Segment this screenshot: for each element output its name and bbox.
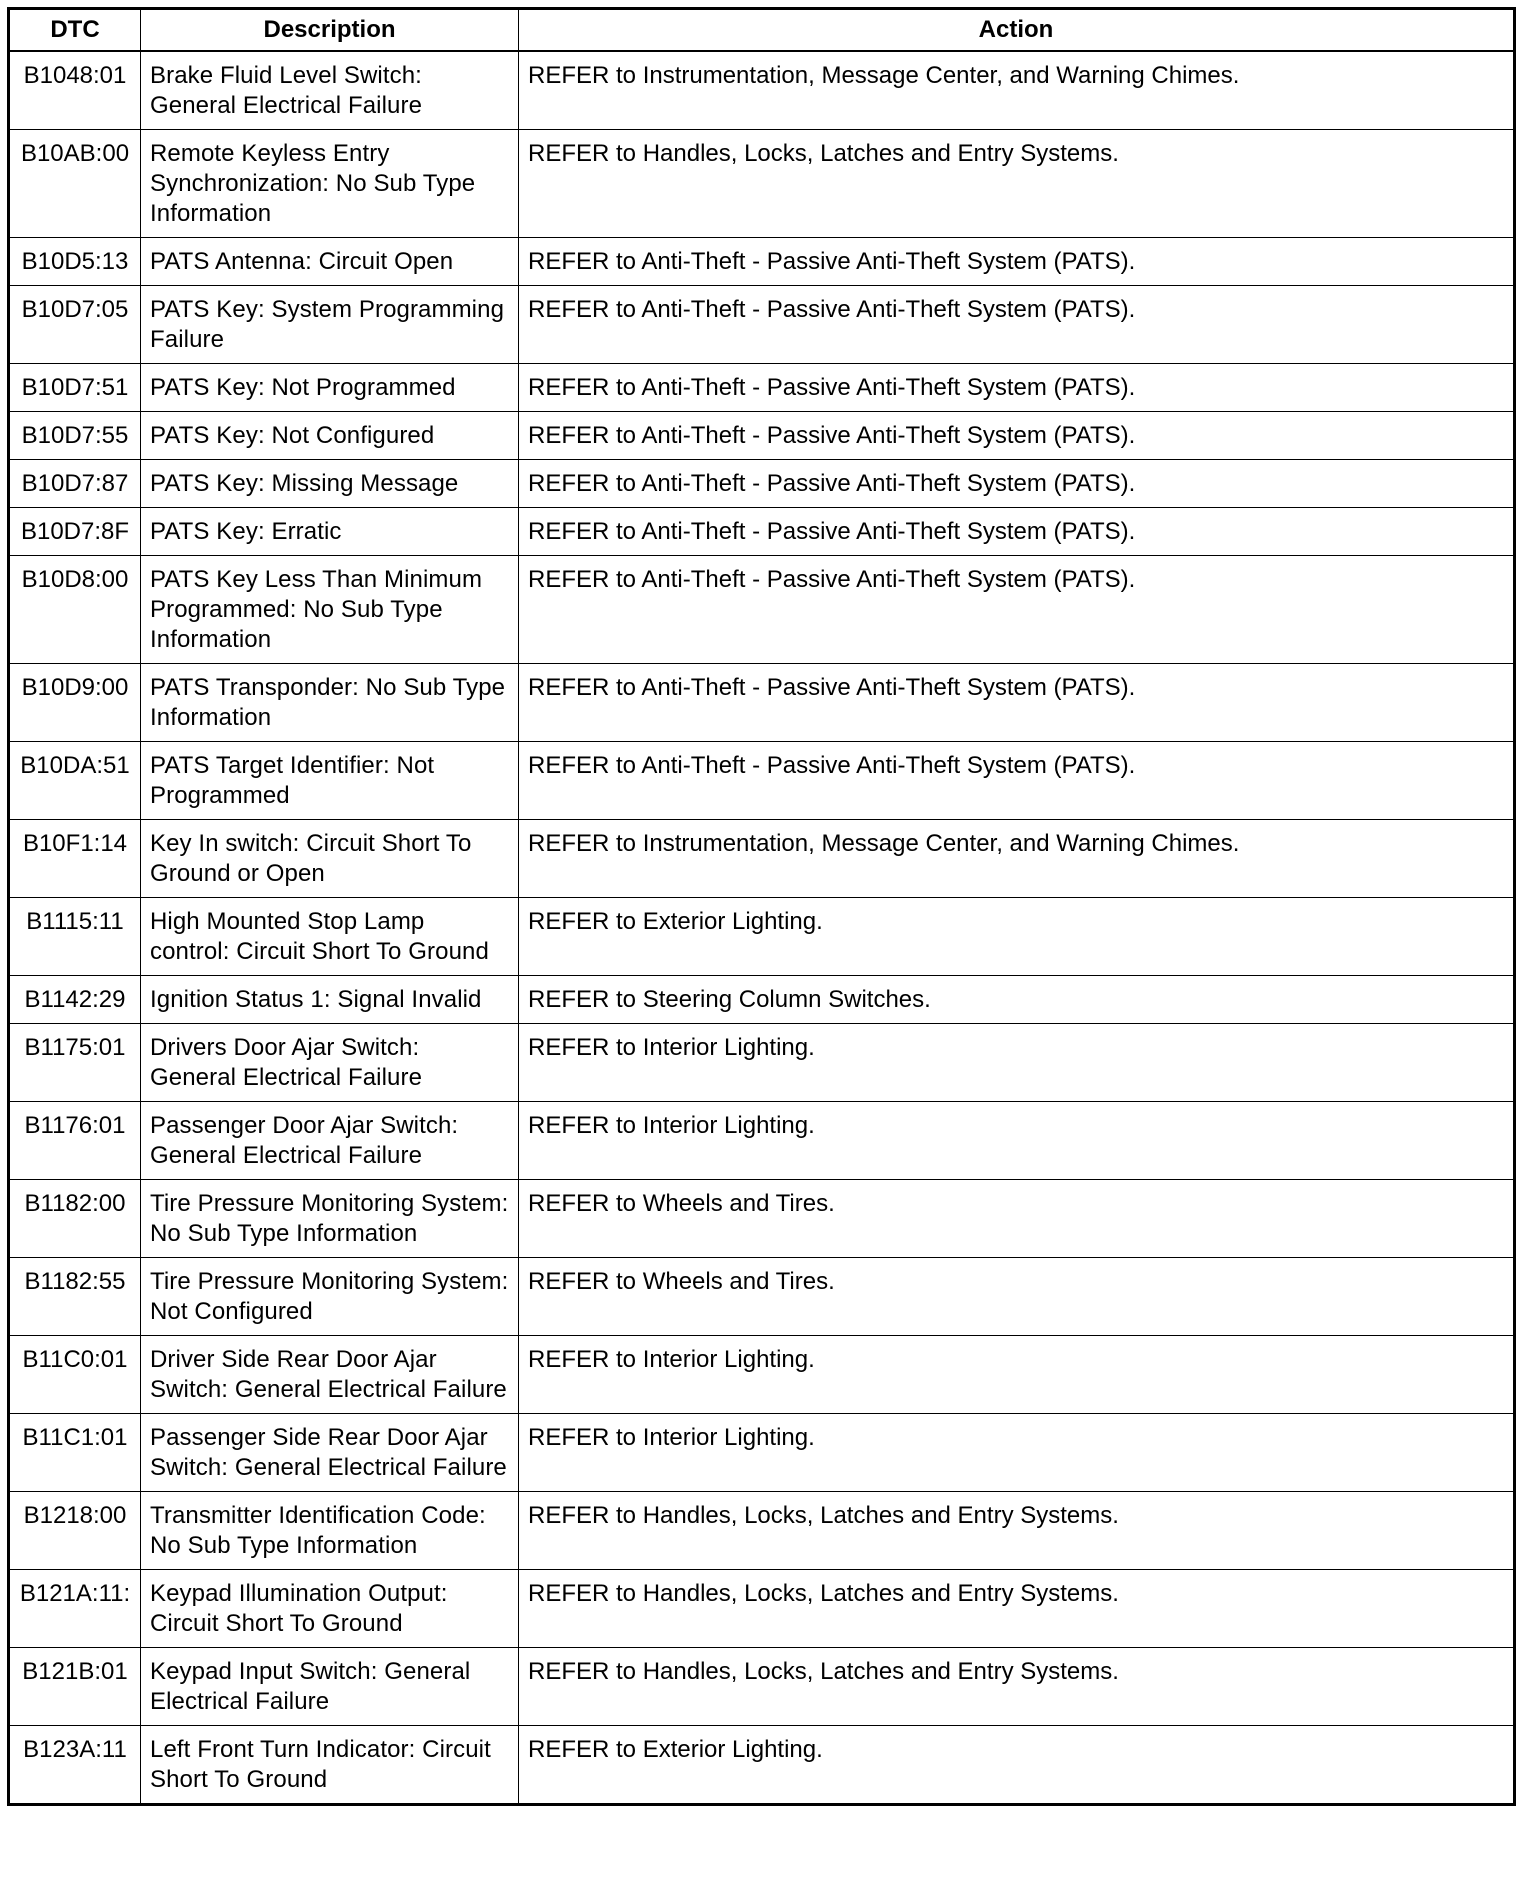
table-row [9, 1102, 1515, 1180]
dtc-code: B1048:01 [9, 51, 141, 130]
dtc-table-container [7, 7, 1513, 1806]
dtc-description: Key In switch: Circuit Short To Ground or Open [141, 820, 519, 898]
dtc-action: REFER to Anti-Theft - Passive Anti-Theft System (PATS). [519, 508, 1515, 556]
column-header-description: Description [141, 9, 519, 52]
dtc-action: REFER to Wheels and Tires. [519, 1258, 1515, 1336]
dtc-code: B1182:00 [9, 1180, 141, 1258]
dtc-code: B123A:11 [9, 1726, 141, 1805]
dtc-description: Remote Keyless Entry Synchronization: No Sub Type Information [141, 130, 519, 238]
column-header-action: Action [519, 9, 1515, 52]
dtc-action: REFER to Anti-Theft - Passive Anti-Theft System (PATS). [519, 286, 1515, 364]
dtc-code: B10D5:13 [9, 238, 141, 286]
dtc-code: B1175:01 [9, 1024, 141, 1102]
dtc-description: Driver Side Rear Door Ajar Switch: General Electrical Failure [141, 1336, 519, 1414]
dtc-action: REFER to Exterior Lighting. [519, 898, 1515, 976]
column-header-dtc: DTC [9, 9, 141, 52]
table-row [9, 508, 1515, 556]
dtc-code: B10D9:00 [9, 664, 141, 742]
dtc-action: REFER to Instrumentation, Message Center, and Warning Chimes. [519, 820, 1515, 898]
table-row [9, 556, 1515, 664]
dtc-description: Tire Pressure Monitoring System: Not Configured [141, 1258, 519, 1336]
dtc-action: REFER to Anti-Theft - Passive Anti-Theft System (PATS). [519, 664, 1515, 742]
dtc-code: B10DA:51 [9, 742, 141, 820]
dtc-action: REFER to Anti-Theft - Passive Anti-Theft System (PATS). [519, 460, 1515, 508]
table-row [9, 238, 1515, 286]
dtc-code: B121B:01 [9, 1648, 141, 1726]
dtc-code: B10D8:00 [9, 556, 141, 664]
table-row [9, 898, 1515, 976]
table-row [9, 1570, 1515, 1648]
dtc-action: REFER to Instrumentation, Message Center, and Warning Chimes. [519, 51, 1515, 130]
dtc-code: B10AB:00 [9, 130, 141, 238]
dtc-code: B1176:01 [9, 1102, 141, 1180]
dtc-description: PATS Key: Missing Message [141, 460, 519, 508]
dtc-code: B10D7:05 [9, 286, 141, 364]
dtc-action: REFER to Anti-Theft - Passive Anti-Theft System (PATS). [519, 742, 1515, 820]
table-row [9, 1258, 1515, 1336]
dtc-action: REFER to Anti-Theft - Passive Anti-Theft System (PATS). [519, 556, 1515, 664]
dtc-action: REFER to Anti-Theft - Passive Anti-Theft System (PATS). [519, 238, 1515, 286]
table-header [9, 9, 1515, 52]
table-row [9, 1726, 1515, 1805]
dtc-action: REFER to Anti-Theft - Passive Anti-Theft System (PATS). [519, 412, 1515, 460]
dtc-description: Passenger Door Ajar Switch: General Electrical Failure [141, 1102, 519, 1180]
dtc-code: B1218:00 [9, 1492, 141, 1570]
table-row [9, 286, 1515, 364]
table-row [9, 976, 1515, 1024]
dtc-description: Drivers Door Ajar Switch: General Electrical Failure [141, 1024, 519, 1102]
dtc-action: REFER to Interior Lighting. [519, 1336, 1515, 1414]
dtc-code: B1142:29 [9, 976, 141, 1024]
dtc-description: Passenger Side Rear Door Ajar Switch: General Electrical Failure [141, 1414, 519, 1492]
table-row [9, 1648, 1515, 1726]
dtc-action: REFER to Interior Lighting. [519, 1024, 1515, 1102]
dtc-action: REFER to Handles, Locks, Latches and Entry Systems. [519, 130, 1515, 238]
dtc-description: High Mounted Stop Lamp control: Circuit Short To Ground [141, 898, 519, 976]
dtc-description: PATS Key: Not Configured [141, 412, 519, 460]
dtc-table [7, 7, 1516, 1806]
dtc-description: Keypad Input Switch: General Electrical Failure [141, 1648, 519, 1726]
dtc-action: REFER to Interior Lighting. [519, 1102, 1515, 1180]
dtc-code: B10D7:55 [9, 412, 141, 460]
dtc-code: B10D7:87 [9, 460, 141, 508]
dtc-code: B11C1:01 [9, 1414, 141, 1492]
table-row [9, 364, 1515, 412]
dtc-description: PATS Key: Not Programmed [141, 364, 519, 412]
dtc-description: Left Front Turn Indicator: Circuit Short To Ground [141, 1726, 519, 1805]
dtc-description: Brake Fluid Level Switch: General Electrical Failure [141, 51, 519, 130]
table-row [9, 1180, 1515, 1258]
table-row [9, 1024, 1515, 1102]
dtc-description: PATS Key: Erratic [141, 508, 519, 556]
dtc-description: Tire Pressure Monitoring System: No Sub Type Information [141, 1180, 519, 1258]
table-body [9, 51, 1515, 1805]
table-row [9, 412, 1515, 460]
dtc-description: PATS Antenna: Circuit Open [141, 238, 519, 286]
table-row [9, 1336, 1515, 1414]
table-row [9, 1414, 1515, 1492]
dtc-action: REFER to Steering Column Switches. [519, 976, 1515, 1024]
dtc-code: B1115:11 [9, 898, 141, 976]
dtc-description: Ignition Status 1: Signal Invalid [141, 976, 519, 1024]
dtc-code: B121A:11: [9, 1570, 141, 1648]
dtc-action: REFER to Handles, Locks, Latches and Entry Systems. [519, 1492, 1515, 1570]
dtc-code: B10F1:14 [9, 820, 141, 898]
dtc-action: REFER to Handles, Locks, Latches and Entry Systems. [519, 1648, 1515, 1726]
table-row [9, 130, 1515, 238]
dtc-action: REFER to Wheels and Tires. [519, 1180, 1515, 1258]
dtc-description: PATS Key Less Than Minimum Programmed: No Sub Type Information [141, 556, 519, 664]
table-row [9, 460, 1515, 508]
dtc-code: B11C0:01 [9, 1336, 141, 1414]
dtc-description: Transmitter Identification Code: No Sub Type Information [141, 1492, 519, 1570]
dtc-action: REFER to Exterior Lighting. [519, 1726, 1515, 1805]
dtc-description: PATS Target Identifier: Not Programmed [141, 742, 519, 820]
table-row [9, 742, 1515, 820]
dtc-action: REFER to Interior Lighting. [519, 1414, 1515, 1492]
table-row [9, 820, 1515, 898]
dtc-description: Keypad Illumination Output: Circuit Short To Ground [141, 1570, 519, 1648]
dtc-description: PATS Key: System Programming Failure [141, 286, 519, 364]
dtc-description: PATS Transponder: No Sub Type Information [141, 664, 519, 742]
dtc-code: B10D7:8F [9, 508, 141, 556]
header-row [9, 9, 1515, 52]
dtc-code: B10D7:51 [9, 364, 141, 412]
dtc-code: B1182:55 [9, 1258, 141, 1336]
dtc-action: REFER to Handles, Locks, Latches and Entry Systems. [519, 1570, 1515, 1648]
dtc-action: REFER to Anti-Theft - Passive Anti-Theft System (PATS). [519, 364, 1515, 412]
table-row [9, 1492, 1515, 1570]
table-row [9, 664, 1515, 742]
table-row [9, 51, 1515, 130]
